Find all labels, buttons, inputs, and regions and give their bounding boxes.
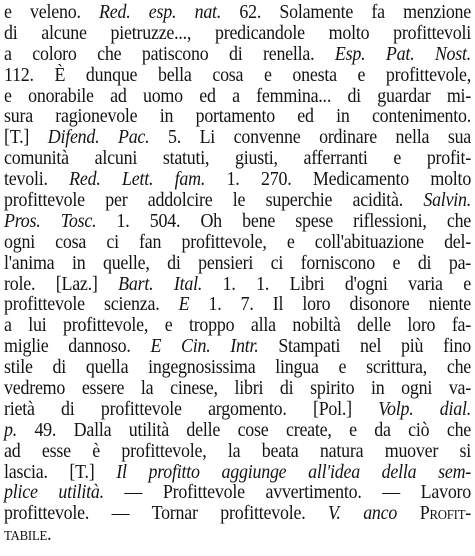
text-line	[4, 504, 471, 525]
body-text: vedremo essere la cinese, libri di spirito in ogni va-	[4, 378, 472, 400]
body-text: tevoli.	[4, 169, 70, 191]
text-line	[4, 421, 471, 442]
body-text: — Profittevole avvertimento. — Lavoro	[103, 482, 472, 504]
body-text: profittevole scienza.	[4, 294, 179, 316]
body-text: lascia. [T.]	[4, 461, 117, 483]
text-line	[4, 87, 471, 108]
body-text: [T.]	[4, 127, 48, 149]
body-text: 5. Li convenne ordinare nella sua	[149, 127, 472, 149]
body-text: rietà di profittevole argomento. [Pol.]	[4, 398, 379, 420]
body-text: 1. 1. Libri d'ogni varia e	[202, 273, 472, 295]
citation-text: Difend. Pac.	[47, 127, 150, 149]
citation-text: Bart. Ital.	[118, 273, 203, 295]
text-line	[4, 45, 471, 66]
body-text: comunità alcuni statuti, giusti, afferranti e profit-	[4, 148, 472, 170]
citation-text: Red. esp. nat.	[99, 2, 222, 23]
text-line	[4, 316, 471, 337]
body-text: ad esse è profittevole, la beata natura muover si	[4, 440, 472, 462]
body-text: l'anima in quelle, di pensieri ci forniscono e di pa-	[4, 252, 472, 274]
body-text: 49. Dalla utilità delle cose create, e da ciò che	[16, 419, 472, 441]
text-line	[4, 66, 471, 87]
body-text: 1. 270. Medicamento molto	[205, 169, 472, 191]
body-text: a coloro che patiscono di renella.	[4, 43, 335, 65]
text-line	[4, 149, 471, 170]
text-line	[4, 463, 471, 484]
text-line	[4, 379, 471, 400]
text-line	[4, 483, 471, 504]
citation-text: Volp. dial.	[378, 398, 472, 420]
text-line	[4, 525, 471, 546]
body-text: stile di quella ingegnosissima lingua e scrittura, che	[4, 357, 472, 379]
text-line	[4, 275, 471, 296]
body-text: e onorabile ad uomo ed a femmina... di guardar mi-	[4, 85, 472, 107]
citation-text: V. anco	[327, 503, 398, 525]
cross-reference-text: Profit-	[419, 503, 472, 525]
body-text: 1. 504. Oh bene spese riflessioni, che	[96, 210, 472, 232]
body-text: di alcune pietruzze..., predicandole molto profittevoli	[4, 22, 472, 44]
citation-text: Salvin.	[423, 190, 472, 212]
citation-text: E	[178, 294, 190, 316]
citation-text: Esp. Pat. Nost.	[334, 43, 472, 65]
text-line	[4, 128, 471, 149]
body-text: ogni cosa ci fan profittevole, e coll'abituazione del-	[4, 231, 472, 253]
body-text: sura ragionevole in portamento ed in contenimento.	[4, 106, 472, 128]
citation-text: E Cin. Intr.	[150, 336, 259, 358]
text-line	[4, 3, 471, 24]
text-line	[4, 400, 471, 421]
body-text: 62. Solamente fa menzione	[221, 2, 472, 23]
text-line	[4, 170, 471, 191]
text-line	[4, 107, 471, 128]
body-text	[397, 503, 420, 524]
citation-text: p.	[4, 419, 17, 441]
citation-text: plice utilità.	[4, 482, 104, 504]
body-text: profittevole. — Tornar profittevole.	[4, 503, 328, 525]
body-text: a lui profittevole, e troppo alla nobiltà delle loro fa-	[4, 315, 472, 337]
body-text: e veleno.	[4, 2, 100, 23]
text-line	[4, 337, 471, 358]
body-text: miglie dannoso.	[4, 336, 151, 358]
citation-text: Pros. Tosc.	[4, 210, 97, 232]
cross-reference-text: tabile.	[4, 524, 52, 546]
text-line	[4, 24, 471, 45]
citation-text: Il profitto aggiunge all'idea della sem-	[116, 461, 472, 483]
dictionary-entry-text	[4, 3, 471, 546]
body-text: 112. È dunque bella cosa e onesta e profittevole,	[4, 64, 472, 86]
text-line	[4, 254, 471, 275]
text-line	[4, 442, 471, 463]
citation-text: Red. Lett. fam.	[69, 169, 206, 191]
body-text: profittevole per addolcire le superchie acidità.	[4, 190, 424, 212]
text-line	[4, 295, 471, 316]
text-line	[4, 191, 471, 212]
body-text: 1. 7. Il loro disonore niente	[189, 294, 472, 316]
text-line	[4, 358, 471, 379]
body-text: Stampati nel più fino	[258, 336, 472, 358]
text-line	[4, 212, 471, 233]
text-line	[4, 233, 471, 254]
body-text: role. [Laz.]	[4, 273, 119, 295]
